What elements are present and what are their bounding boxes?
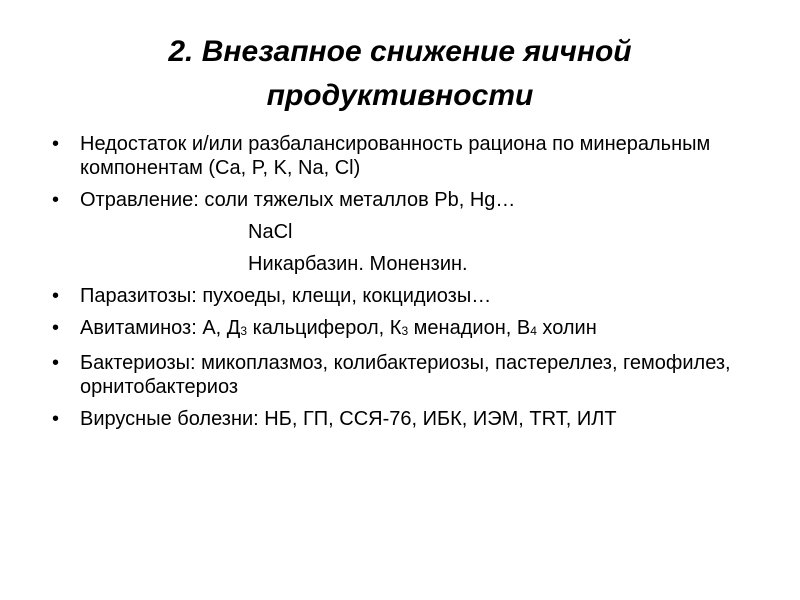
- text-part: кальциферол, К: [247, 317, 402, 339]
- title-line-1: 2. Внезапное снижение яичной: [168, 35, 632, 68]
- slide-title: [60, 30, 740, 118]
- bullet-icon: •: [52, 189, 60, 211]
- bullet-list: [52, 132, 772, 439]
- bullet-text: Отравление: соли тяжелых металлов Pb, Hg…: [80, 189, 516, 211]
- subscript-b: 4: [530, 324, 537, 338]
- bullet-text: Недостаток и/или разбалансированность рациона по минеральным компонентам (Ca, P, K, Na, Cl): [80, 133, 711, 179]
- bullet-item-minerals: [52, 132, 772, 180]
- bullet-text: Вирусные болезни: НБ, ГП, ССЯ-76, ИБК, ИЭМ, TRT, ИЛТ: [80, 408, 617, 430]
- bullet-text: [80, 317, 597, 339]
- bullet-item-poisoning: [52, 188, 772, 212]
- bullet-icon: •: [52, 285, 60, 307]
- bullet-icon: •: [52, 408, 60, 430]
- bullet-icon: •: [52, 352, 60, 374]
- bullet-text: Бактериозы: микоплазмоз, колибактериозы, пастереллез, гемофилез, орнитобактериоз: [80, 352, 731, 398]
- subscript-d: 3: [240, 324, 248, 338]
- sub-text: NaCl: [248, 221, 293, 243]
- bullet-item-parasitoses: [52, 284, 772, 308]
- sub-text: Никарбазин. Монензин.: [248, 253, 468, 275]
- bullet-icon: •: [52, 133, 60, 155]
- bullet-item-bacterioses: [52, 351, 772, 399]
- bullet-icon: •: [52, 317, 60, 339]
- text-part: Авитаминоз: А, Д: [80, 317, 241, 339]
- bullet-item-avitaminosis: [52, 316, 772, 343]
- sub-item-nicarbazin: [52, 252, 772, 276]
- bullet-item-viral: [52, 407, 772, 431]
- subscript-k: 3: [401, 324, 409, 338]
- bullet-text: Паразитозы: пухоеды, клещи, кокцидиозы…: [80, 285, 492, 307]
- sub-item-nacl: [52, 220, 772, 244]
- text-part: холин: [536, 317, 597, 339]
- title-line-2: продуктивности: [266, 79, 534, 112]
- text-part: менадион, В: [408, 317, 531, 339]
